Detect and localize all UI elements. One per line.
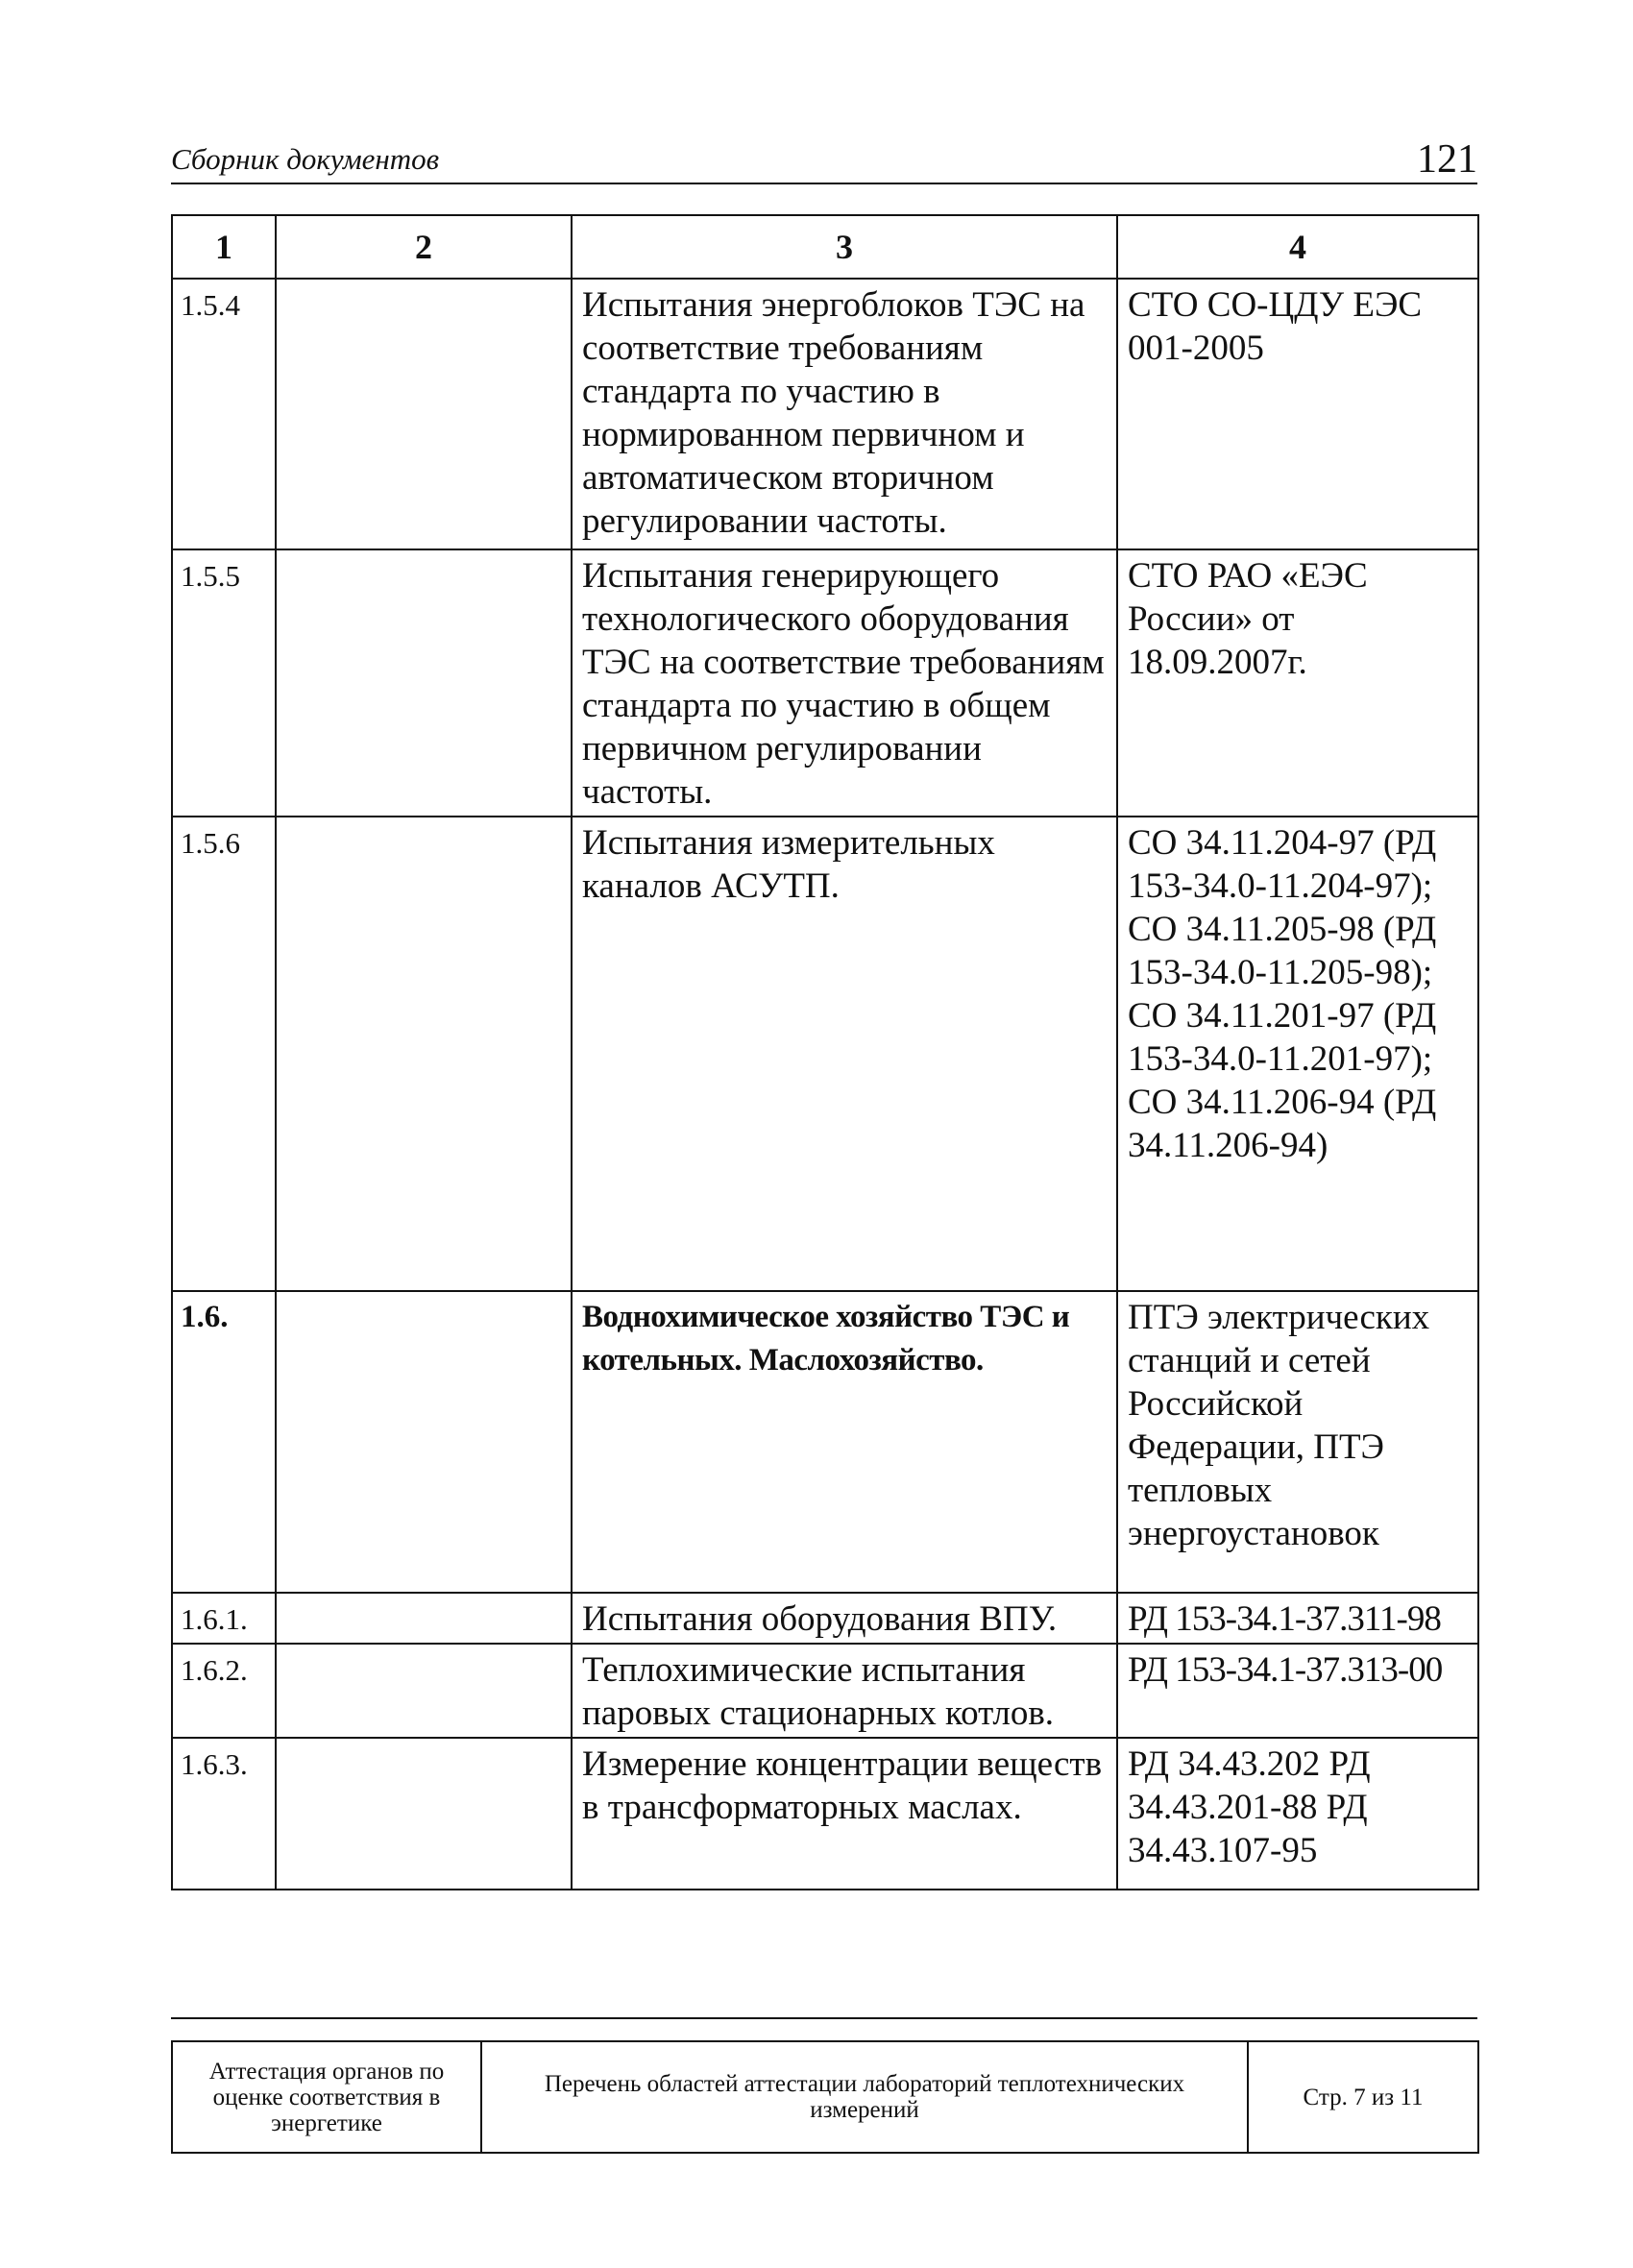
table-row — [172, 1644, 1478, 1738]
row-empty-cell — [276, 549, 572, 817]
column-header-3: 3 — [572, 215, 1117, 279]
row-description: Испытания оборудования ВПУ. — [572, 1593, 1117, 1644]
column-header-1: 1 — [172, 215, 276, 279]
footer-page-count: Стр. 7 из 11 — [1248, 2041, 1478, 2153]
table-row — [172, 1738, 1478, 1890]
row-number: 1.6.3. — [172, 1738, 276, 1890]
row-reference: СТО СО-ЦДУ ЕЭС 001-2005 — [1117, 279, 1478, 549]
running-header — [171, 133, 1477, 184]
row-number: 1.6.2. — [172, 1644, 276, 1738]
row-description: Измерение концентрации веществ в трансформаторных маслах. — [572, 1738, 1117, 1890]
footer-divider — [171, 2017, 1477, 2019]
page-footer — [171, 2040, 1479, 2154]
row-description: Теплохимические испытания паровых стационарных котлов. — [572, 1644, 1117, 1738]
row-reference: СТО РАО «ЕЭС России» от 18.09.2007г. — [1117, 549, 1478, 817]
column-header-4: 4 — [1117, 215, 1478, 279]
row-number: 1.5.6 — [172, 817, 276, 1291]
table-header-row — [172, 215, 1478, 279]
table-row — [172, 817, 1478, 1291]
table-row — [172, 279, 1478, 549]
row-number: 1.5.5 — [172, 549, 276, 817]
row-reference: РД 153-34.1-37.313-00 — [1117, 1644, 1478, 1738]
row-description: Воднохимическое хозяйство ТЭС и котельных. Маслохозяйство. — [572, 1291, 1117, 1593]
row-number: 1.6. — [172, 1291, 276, 1593]
table-row — [172, 1593, 1478, 1644]
column-header-2: 2 — [276, 215, 572, 279]
collection-title: Сборник документов — [171, 142, 440, 176]
row-number: 1.5.4 — [172, 279, 276, 549]
row-reference: РД 34.43.202 РД 34.43.201-88 РД 34.43.107-95 — [1117, 1738, 1478, 1890]
row-empty-cell — [276, 1738, 572, 1890]
row-description: Испытания энергоблоков ТЭС на соответствие требованиям стандарта по участию в нормированном первичном и автоматическом вторичном регулировании частоты. — [572, 279, 1117, 549]
row-reference: ПТЭ электрических станций и сетей Российской Федерации, ПТЭ тепловых энергоустановок — [1117, 1291, 1478, 1593]
row-empty-cell — [276, 1593, 572, 1644]
row-empty-cell — [276, 1291, 572, 1593]
row-reference: РД 153-34.1-37.311-98 — [1117, 1593, 1478, 1644]
row-number: 1.6.1. — [172, 1593, 276, 1644]
table-row — [172, 1291, 1478, 1593]
table-row — [172, 549, 1478, 817]
row-description: Испытания генерирующего технологического оборудования ТЭС на соответствие требованиям стандарта по участию в общем первичном регулировании частоты. — [572, 549, 1117, 817]
row-empty-cell — [276, 279, 572, 549]
attestation-table — [171, 214, 1479, 1890]
footer-document-title: Перечень областей аттестации лабораторий теплотехнических измерений — [481, 2041, 1248, 2153]
row-description: Испытания измерительных каналов АСУТП. — [572, 817, 1117, 1291]
row-empty-cell — [276, 1644, 572, 1738]
row-reference: СО 34.11.204-97 (РД 153-34.0-11.204-97); СО 34.11.205-98 (РД 153-34.0-11.205-98); СО 34.11.201-97 (РД 153-34.0-11.201-97); СО 34.11.206-94 (РД 34.11.206-94) — [1117, 817, 1478, 1291]
footer-organization: Аттестация органов по оценке соответствия в энергетике — [172, 2041, 481, 2153]
row-empty-cell — [276, 817, 572, 1291]
page-number: 121 — [1417, 137, 1477, 182]
